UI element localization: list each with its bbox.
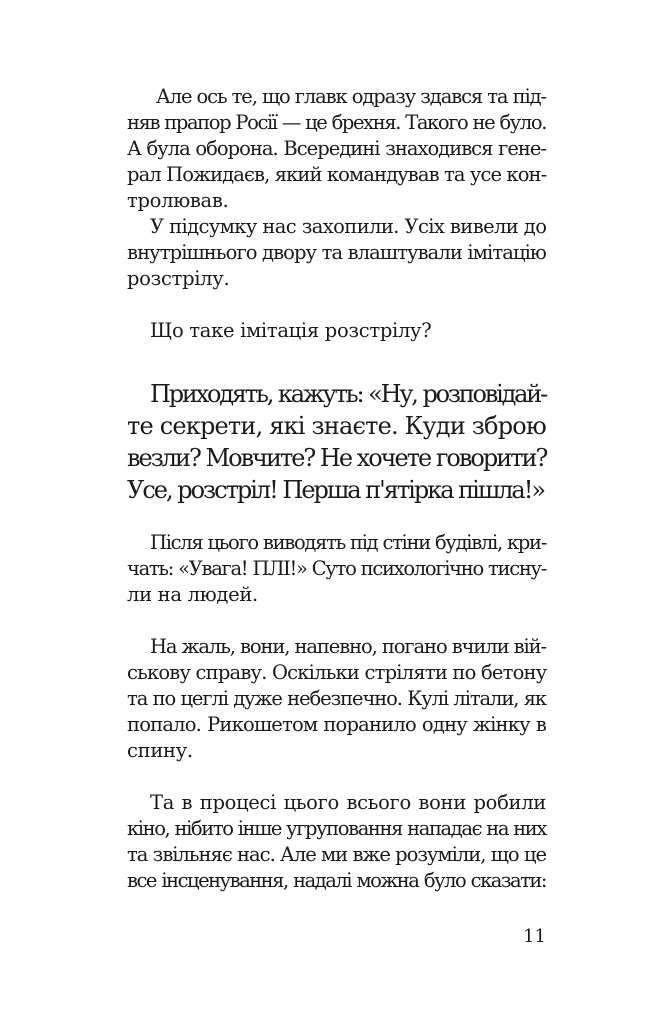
pull-quote-line-1: Приходять, кажуть: «Ну, розповідай- <box>150 380 546 408</box>
page-number: 11 <box>523 926 546 947</box>
paragraph-4-line-3: ли на людей. <box>127 583 258 606</box>
paragraph-6-line-3: та звільняє нас. Але ми вже розуміли, що це <box>127 843 546 866</box>
paragraph-4-line-1: Після цього виводять під стіни будівлі, кри- <box>150 531 546 554</box>
paragraph-6-line-1: Та в процесі цього всього вони робили <box>150 791 546 814</box>
pull-quote-line-4: Усе, розстріл! Перша п'ятірка пішла!» <box>127 476 545 504</box>
paragraph-2-line-3: розстрілу. <box>127 267 230 290</box>
question-line: Що таке імітація розстрілу? <box>150 319 432 342</box>
paragraph-5-line-1: На жаль, вони, напевно, погано вчили вій- <box>150 635 546 658</box>
paragraph-6-line-4: все інсценування, надалі можна було сказати: <box>127 869 546 892</box>
paragraph-5-line-4: попало. Рикошетом поранило одну жінку в <box>127 713 546 736</box>
pull-quote-line-2: те секрети, які знаєте. Куди зброю <box>127 412 547 440</box>
paragraph-2-line-2: внутрішнього двору та влаштували імітацію <box>127 241 546 264</box>
paragraph-6-line-2: кіно, нібито інше угруповання нападає на них <box>127 817 546 840</box>
paragraph-5-line-5: спину. <box>127 739 193 762</box>
paragraph-2-line-1: У підсумку нас захопили. Усіх вивели до <box>150 215 547 238</box>
pull-quote-line-3: везли? Мовчите? Не хочете говорити? <box>127 444 547 472</box>
paragraph-1-line-1: Але ось те, що главк одразу здався та під- <box>156 85 546 108</box>
paragraph-4-line-2: чать: «Увага! ПЛІ!» Суто психологічно тисну- <box>127 557 546 580</box>
paragraph-1-line-4: рал Пожидаєв, який командував та усе кон- <box>127 163 547 186</box>
paragraph-1-line-5: тролював. <box>127 189 229 212</box>
paragraph-5-line-2: ськову справу. Оскільки стріляти по бетону <box>127 661 547 684</box>
paragraph-1-line-3: А була оборона. Всередині знаходився гене- <box>127 137 546 160</box>
paragraph-1-line-2: няв прапор Росії — це брехня. Такого не було. <box>127 111 546 134</box>
paragraph-5-line-3: та по цеглі дуже небезпечно. Кулі літали, як <box>127 687 546 710</box>
